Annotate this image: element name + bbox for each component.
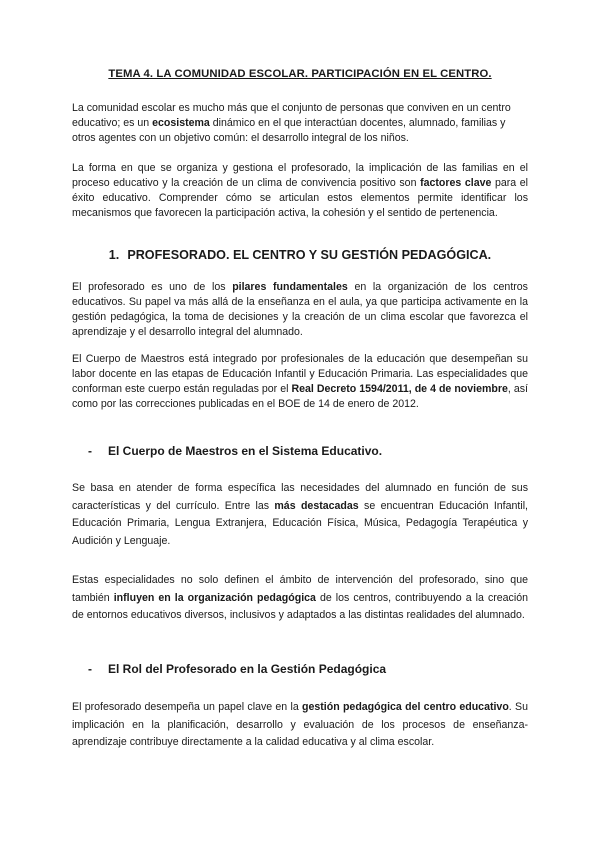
section-heading-1	[0, 248, 600, 262]
text-run: . Su implicación en la planificación, desarrollo y evaluación de los procesos de enseñanza-aprendizaje contribuye directamente a la calidad educativa y al clima escolar.	[72, 701, 528, 748]
bold-term: influyen en la organización pedagógica	[113, 591, 316, 604]
paragraph-organizacion	[72, 572, 528, 625]
section-number: 1.	[108, 248, 120, 262]
list-dash: -	[88, 444, 92, 458]
list-dash: -	[88, 662, 92, 676]
text-run: en la organización de los centros educativos. Su papel va más allá de la enseñanza en el aula, ya que participa activamente en la gestión pedagógica, la toma de decisiones y la creación de un clima escolar que favorezca el aprendizaje y el desarrollo integral del alumnado.	[72, 281, 528, 338]
bold-term: más destacadas	[274, 499, 359, 512]
bold-term: Real Decreto 1594/2011, de 4 de noviembre	[291, 383, 508, 395]
subheading-2	[88, 662, 386, 676]
bold-term: pilares fundamentales	[232, 281, 348, 293]
text-run: El profesorado es uno de los	[72, 281, 233, 293]
intro-paragraph-2	[72, 161, 528, 221]
text-run: El Cuerpo de Maestros está integrado por profesionales de la educación que desempeñan su labor docente en las etapas de Educación Infantil y Educación Primaria. Las especialidades que conforman este cuerpo están reguladas por el	[72, 353, 528, 395]
intro-paragraph-1	[72, 101, 528, 146]
paragraph-profesorado	[72, 280, 528, 340]
text-run: , así como por las correcciones publicadas en el BOE de 14 de enero de 2012.	[72, 383, 528, 410]
paragraph-cuerpo-maestros	[72, 352, 528, 412]
bold-term: gestión pedagógica del centro educativo	[302, 701, 509, 713]
text-run: para el éxito educativo. Comprender cómo se articulan estos elementos permite identificar los mecanismos que favorecen la participación activa, la cohesión y el sentido de pertenencia.	[72, 177, 528, 219]
bold-term: ecosistema	[152, 117, 210, 129]
subheading-title: El Rol del Profesorado en la Gestión Pedagógica	[108, 662, 387, 676]
text-run: dinámico en el que interactúan docentes, alumnado, familias y otros agentes con un objetivo común: el desarrollo integral de los niños.	[72, 117, 506, 144]
text-run: La forma en que se organiza y gestiona el profesorado, la implicación de las familias en el proceso educativo y la creación de un clima de convivencia positivo son	[72, 162, 528, 189]
section-title: PROFESORADO. EL CENTRO Y SU GESTIÓN PEDAGÓGICA.	[127, 248, 492, 262]
text-run: de los centros, contribuyendo a la creación de entornos educativos diversos, inclusivos y adaptados a las distintas realidades del alumnado.	[72, 591, 528, 621]
text-run: El profesorado desempeña un papel clave en la	[72, 701, 303, 713]
text-run: Estas especialidades no solo definen el ámbito de intervención del profesorado, sino que también	[72, 574, 528, 604]
paragraph-rol-profesorado	[72, 699, 528, 752]
paragraph-especialidades	[72, 480, 528, 550]
subheading-title: El Cuerpo de Maestros en el Sistema Educativo.	[108, 444, 383, 458]
text-run: Se basa en atender de forma específica las necesidades del alumnado en función de sus características y del currículo. Entre las	[72, 482, 528, 512]
text-run: se encuentran Educación Infantil, Educación Primaria, Lengua Extranjera, Educación Física, Música, Pedagogía Terapéutica y Audición y Lenguaje.	[72, 499, 529, 547]
bold-term: factores clave	[420, 177, 492, 189]
text-run: La comunidad escolar es mucho más que el conjunto de personas que conviven en un centro educativo; es un	[72, 102, 511, 129]
document-title: TEMA 4. LA COMUNIDAD ESCOLAR. PARTICIPACIÓN EN EL CENTRO.	[108, 68, 492, 80]
subheading-1	[88, 444, 382, 458]
